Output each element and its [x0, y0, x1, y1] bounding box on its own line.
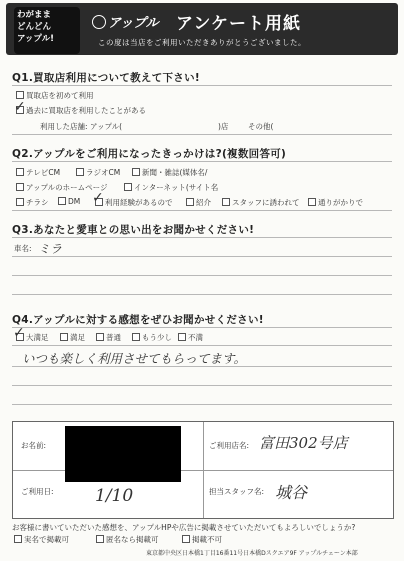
divider — [12, 275, 392, 276]
slogan-line-3: アップル! — [17, 34, 54, 44]
q2-option-flyer[interactable] — [16, 197, 49, 208]
option-label: テレビCM — [26, 168, 61, 177]
page-title: アンケート用紙 — [176, 14, 301, 34]
car-name-value[interactable]: ミラ — [38, 242, 63, 256]
divider — [12, 134, 392, 135]
option-label: DM — [68, 197, 81, 206]
option-label: スタッフに誘われて — [232, 198, 300, 207]
divider — [12, 345, 392, 346]
logo-circle-icon — [92, 15, 106, 29]
checkbox-icon — [178, 333, 186, 341]
slogan-line-2: どんどん — [17, 22, 52, 32]
q4-option-normal[interactable] — [96, 332, 121, 343]
date-label: ご利用日: — [21, 487, 54, 496]
divider — [12, 210, 392, 211]
option-label: 利用経験があるので — [105, 198, 173, 207]
logo-text: アップル — [108, 16, 159, 31]
checkbox-icon — [60, 333, 68, 341]
redacted-name — [65, 426, 181, 482]
name-label: お名前: — [21, 441, 47, 450]
option-label: 紹介 — [196, 198, 211, 207]
q2-option-experience[interactable] — [95, 197, 173, 208]
consent-real-name[interactable] — [14, 534, 69, 545]
store-label: ご利用店名: — [209, 441, 250, 450]
checkbox-icon — [186, 198, 194, 206]
consent-no[interactable] — [182, 534, 222, 545]
divider — [12, 256, 392, 257]
q2-option-dm[interactable] — [58, 197, 80, 206]
staff-value[interactable]: 城谷 — [275, 483, 308, 502]
consent-anonymous[interactable] — [96, 534, 159, 545]
q2-option-internet[interactable] — [124, 182, 218, 193]
divider — [12, 294, 392, 295]
divider — [12, 161, 392, 162]
checkmark-icon: ✓ — [13, 325, 25, 341]
divider — [12, 385, 392, 386]
car-name-label: 車名: — [14, 244, 32, 253]
checkbox-icon — [124, 183, 132, 191]
checkbox-icon — [16, 183, 24, 191]
slogan-badge — [14, 7, 80, 54]
header-banner — [6, 3, 398, 55]
divider — [203, 422, 204, 518]
q2-title: Q2.アップルをご利用になったきっかけは?(複数回答可) — [12, 148, 287, 160]
option-label: 満足 — [70, 333, 85, 342]
checkbox-icon — [132, 333, 140, 341]
divider — [12, 85, 392, 86]
q2-option-passing[interactable] — [308, 197, 363, 208]
divider — [12, 404, 392, 405]
checkmark-icon: ✓ — [14, 99, 26, 115]
checkbox-icon — [76, 168, 84, 176]
q4-option-dissatisfied[interactable] — [178, 332, 203, 343]
q1-option-used-before[interactable] — [16, 105, 146, 116]
divider — [12, 237, 392, 238]
hq-address: 東京都中央区日本橋1丁目16番11号日本橋Dスクエア9F アップルチェーン本部 — [146, 550, 358, 557]
checkbox-icon — [308, 198, 316, 206]
option-label: アップルのホームページ — [26, 183, 108, 192]
checkbox-icon — [132, 168, 140, 176]
option-label: 不満 — [188, 333, 203, 342]
option-label: 大満足 — [26, 333, 49, 342]
used-store-other: その他( — [248, 122, 274, 131]
option-label: インターネット(サイト名 — [134, 183, 219, 192]
checkbox-icon — [222, 198, 230, 206]
option-label: ラジオCM — [86, 168, 121, 177]
divider — [12, 327, 392, 328]
publish-consent-question: お客様に書いていただいた感想を、アップルHPや広告に掲載させていただいてもよろしいでしょうか? — [12, 523, 356, 532]
used-store-shop: )店 — [218, 122, 229, 131]
q2-option-referral[interactable] — [186, 197, 211, 208]
customer-info-box — [12, 421, 394, 519]
q4-option-satisfied[interactable] — [60, 332, 85, 343]
option-label: チラシ — [26, 198, 49, 207]
checkbox-icon — [58, 197, 66, 205]
checkbox-icon — [96, 333, 104, 341]
apple-logo — [92, 12, 170, 32]
slogan-line-1: わがまま — [17, 10, 52, 20]
divider — [12, 366, 392, 367]
checkbox-icon — [16, 91, 24, 99]
option-label: 掲載不可 — [192, 535, 222, 544]
option-label: 普通 — [106, 333, 121, 342]
used-store-label: 利用した店舗: — [40, 122, 88, 131]
store-value[interactable]: 富田302号店 — [259, 434, 348, 452]
checkbox-icon — [16, 168, 24, 176]
date-value[interactable]: 1/10 — [95, 486, 134, 506]
checkbox-icon — [182, 535, 190, 543]
option-label: 買取店を初めて利用 — [26, 91, 94, 100]
checkmark-icon: ✓ — [92, 190, 104, 206]
q2-option-newspaper[interactable] — [132, 167, 207, 178]
option-label: 実名で掲載可 — [24, 535, 69, 544]
q3-title: Q3.あなたと愛車との思い出をお聞かせください! — [12, 224, 255, 236]
q2-option-radio[interactable] — [76, 167, 120, 178]
checkbox-icon — [16, 198, 24, 206]
option-label: 過去に買取店を利用したことがある — [26, 106, 146, 115]
option-label: 通りがかりで — [318, 198, 363, 207]
used-store-apple: アップル( — [90, 122, 123, 131]
q4-option-more[interactable] — [132, 332, 172, 343]
option-label: 新聞・雑誌(媒体名/ — [142, 168, 208, 177]
q2-option-staff[interactable] — [222, 197, 300, 208]
q2-option-tv[interactable] — [16, 167, 60, 178]
checkbox-icon — [14, 535, 22, 543]
q1-title: Q1.買取店利用について教えて下さい! — [12, 72, 200, 84]
staff-label: 担当スタッフ名: — [209, 487, 265, 496]
checkbox-icon — [96, 535, 104, 543]
option-label: 匿名なら掲載可 — [106, 535, 159, 544]
option-label: もう少し — [142, 333, 172, 342]
q4-comment[interactable]: いつも楽しく利用させてもらってます。 — [22, 351, 247, 366]
page-subtitle: この度は当店をご利用いただきありがとうございました。 — [98, 38, 306, 47]
q4-title: Q4.アップルに対する感想をぜひお聞かせください! — [12, 314, 264, 326]
q1-option-first-time[interactable] — [16, 90, 94, 101]
